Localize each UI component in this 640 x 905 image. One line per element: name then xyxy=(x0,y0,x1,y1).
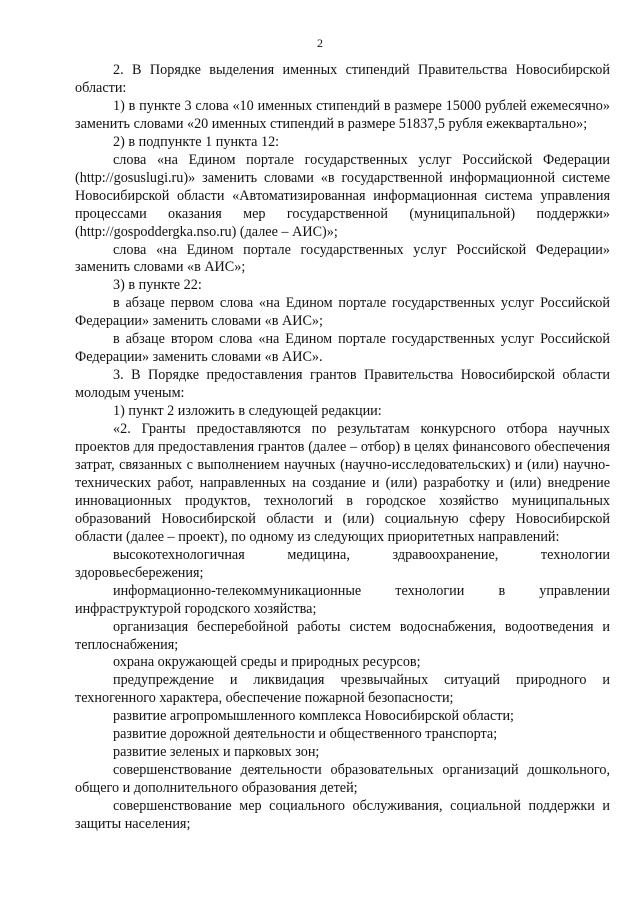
list-item-education: совершенствование деятельности образовательных организаций дошкольного, общего и дополнительного образования детей; xyxy=(75,762,610,797)
list-item-water: организация бесперебойной работы систем водоснабжения, водоотведения и теплоснабжения; xyxy=(75,618,610,653)
list-item-social: совершенствование мер социального обслуживания, социальной поддержки и защиты населения; xyxy=(75,798,610,833)
list-item-emergency: предупреждение и ликвидация чрезвычайных ситуаций природного и техногенного характера, обеспечение пожарной безопасности; xyxy=(75,672,610,707)
paragraph-item-3: 3) в пункте 22: xyxy=(113,277,202,294)
paragraph-section-3: 3. В Порядке предоставления грантов Правительства Новосибирской области молодым ученым: xyxy=(75,367,610,402)
paragraph-words-replace-2: слова «на Едином портале государственных услуг Российской Федерации» заменить словами «в АИС»; xyxy=(75,241,610,276)
page-number: 2 xyxy=(317,36,323,50)
list-item-medicine: высокотехнологичная медицина, здравоохранение, технологии здоровьесбережения; xyxy=(75,546,610,581)
list-item-environment: охрана окружающей среды и природных ресурсов; xyxy=(113,654,421,671)
paragraph-item-2: 2) в подпункте 1 пункта 12: xyxy=(113,133,280,150)
paragraph-grants: «2. Гранты предоставляются по результатам конкурсного отбора научных проектов для предоставления грантов (далее – отбор) в целях финансового обеспечения затрат, связанных с выполнением научных (научно-исследовательских) и (или) научно-технических работ, направленных на создание и (или) разработку и (или) внедрение инновационных продуктов, технологий в городское хозяйство муниципальных образований Новосибирской области и (или) социальную сферу Новосибирской области (далее – проект), по одному из следующих приоритетных направлений: xyxy=(75,421,610,545)
list-item-roads: развитие дорожной деятельности и общественного транспорта; xyxy=(113,726,498,743)
document-body xyxy=(75,62,610,834)
paragraph-point-2: 1) пункт 2 изложить в следующей редакции: xyxy=(113,403,382,420)
paragraph-second-abzac: в абзаце втором слова «на Едином портале государственных услуг Российской Федерации» заменить словами «в АИС». xyxy=(75,331,610,366)
paragraph-item-1: 1) в пункте 3 слова «10 именных стипендий в размере 15000 рублей ежемесячно» заменить словами «20 именных стипендий в размере 51837,5 рубля ежеквартально»; xyxy=(75,97,610,132)
list-item-green: развитие зеленых и парковых зон; xyxy=(113,744,320,761)
list-item-agro: развитие агропромышленного комплекса Новосибирской области; xyxy=(113,708,514,725)
paragraph-words-replace-1: слова «на Едином портале государственных услуг Российской Федерации (http://gosuslugi.ru)» заменить словами «в государственной информационной системе Новосибирской области «Автоматизированная информационная система управления процессами оказания мер государственной (муниципальной) поддержки» (http://gospoddergka.nso.ru) (далее – АИС)»; xyxy=(75,151,610,240)
paragraph-section-2: 2. В Порядке выделения именных стипендий Правительства Новосибирской области: xyxy=(75,62,610,96)
list-item-it: информационно-телекоммуникационные технологии в управлении инфраструктурой городского хозяйства; xyxy=(75,582,610,617)
paragraph-first-abzac: в абзаце первом слова «на Едином портале государственных услуг Российской Федерации» заменить словами «в АИС»; xyxy=(75,295,610,330)
